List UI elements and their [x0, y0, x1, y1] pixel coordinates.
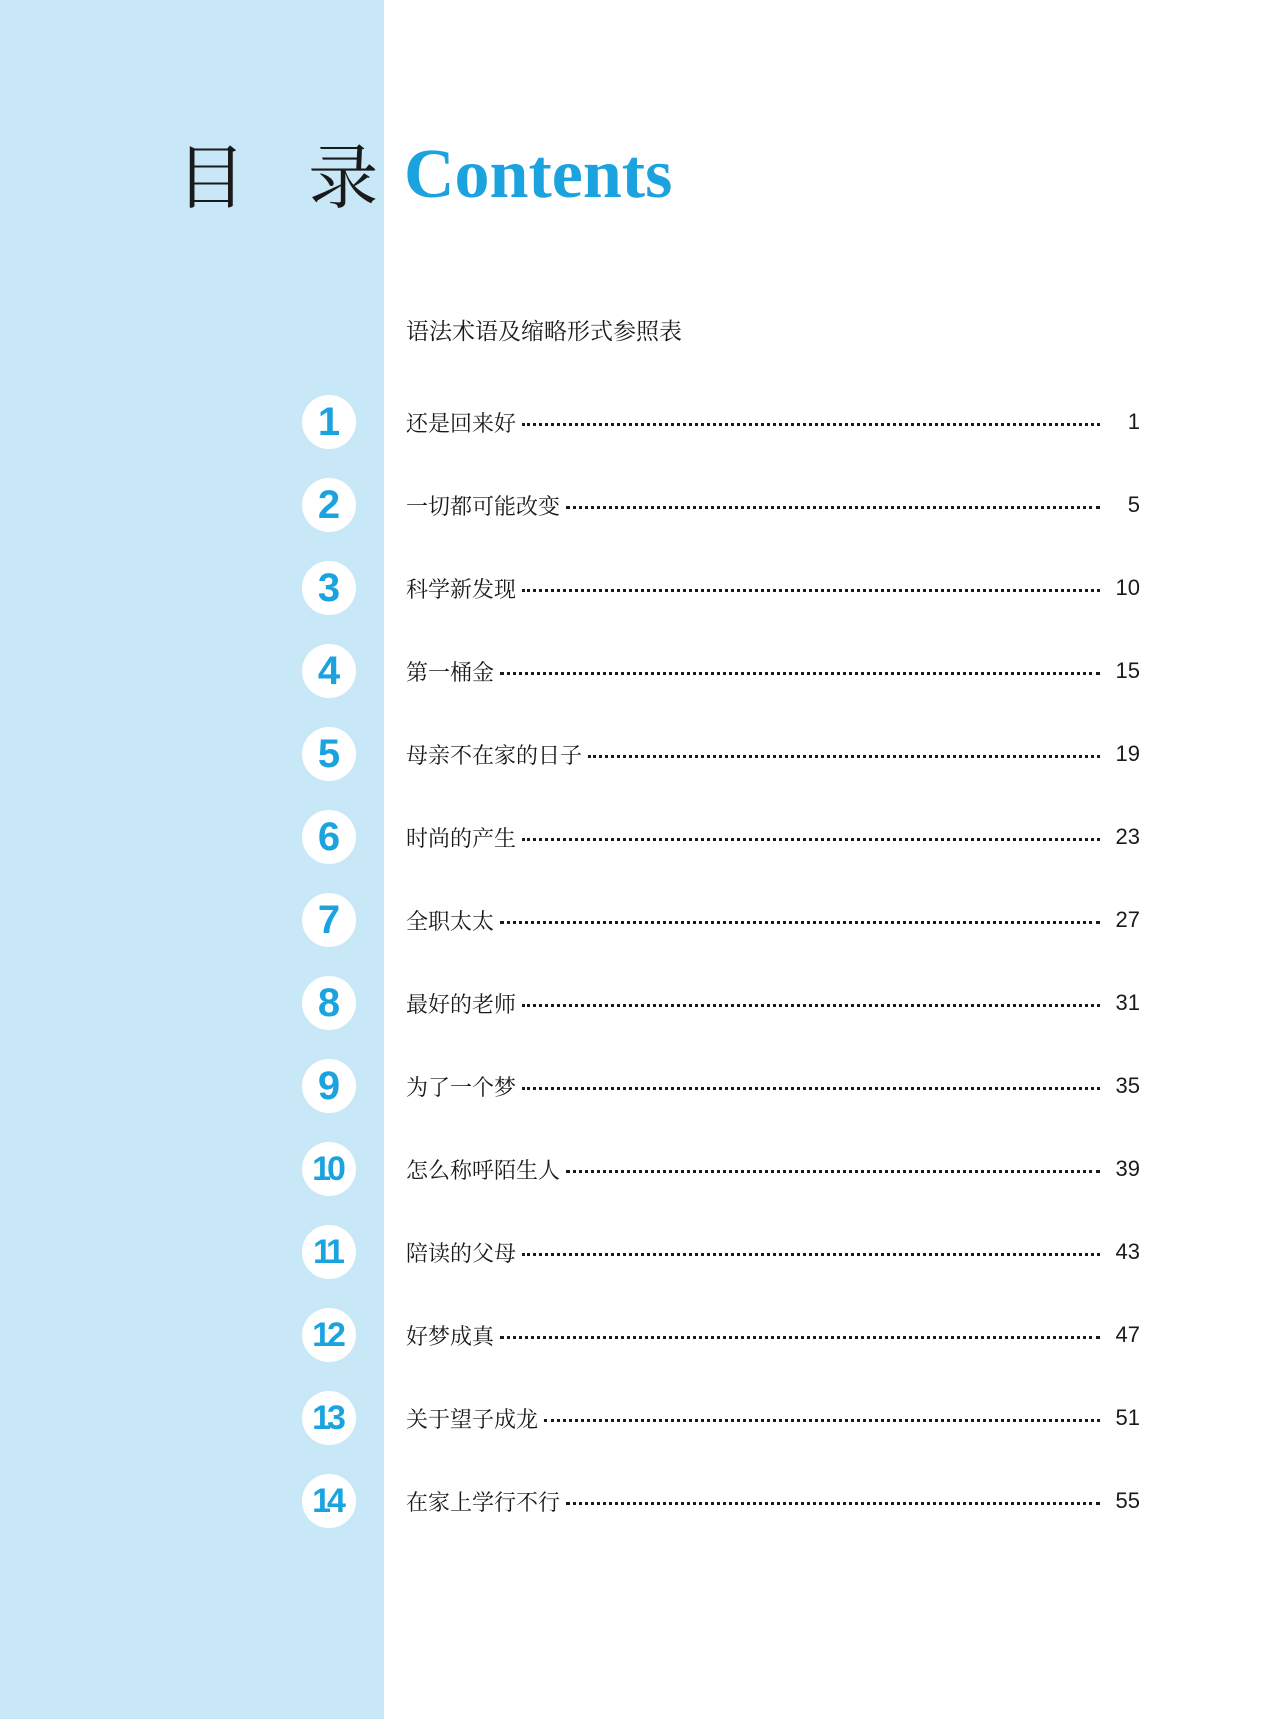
chapter-title: 科学新发现: [406, 577, 517, 603]
chapter-number-badge: 4: [302, 644, 356, 698]
toc-item-3[interactable]: [0, 561, 1276, 617]
toc-entry-line: [406, 405, 1140, 439]
dot-leader: [522, 1004, 1100, 1007]
dot-leader: [566, 1170, 1100, 1173]
dot-leader: [500, 921, 1100, 924]
toc-item-5[interactable]: [0, 727, 1276, 783]
toc-entry-line: [406, 1069, 1140, 1103]
toc-item-4[interactable]: [0, 644, 1276, 700]
chapter-title: 时尚的产生: [406, 826, 517, 852]
chapter-title: 最好的老师: [406, 992, 517, 1018]
toc-item-12[interactable]: [0, 1308, 1276, 1364]
page-number: 1: [1127, 409, 1140, 434]
dot-leader: [500, 672, 1100, 675]
toc-entry-line: [406, 820, 1140, 854]
toc-entry-line: [406, 737, 1140, 771]
toc-item-13[interactable]: [0, 1391, 1276, 1447]
page-number: 23: [1115, 824, 1140, 849]
toc-entry-line: [406, 1235, 1140, 1269]
page-number: 19: [1115, 741, 1140, 766]
chapter-title: 一切都可能改变: [406, 494, 561, 520]
toc-item-6[interactable]: [0, 810, 1276, 866]
chapter-title: 在家上学行不行: [406, 1490, 561, 1516]
chapter-number-badge: 9: [302, 1059, 356, 1113]
toc-entry-line: [406, 986, 1140, 1020]
chapter-title: 怎么称呼陌生人: [406, 1158, 561, 1184]
toc-item-7[interactable]: [0, 893, 1276, 949]
chapter-number-badge: 11: [302, 1225, 356, 1279]
toc-entry-line: [406, 571, 1140, 605]
chapter-number-badge: 5: [302, 727, 356, 781]
page-number: 31: [1115, 990, 1140, 1015]
chapter-number-badge: 3: [302, 561, 356, 615]
toc-item-2[interactable]: [0, 478, 1276, 534]
chapter-number-badge: 14: [302, 1474, 356, 1528]
toc-item-11[interactable]: [0, 1225, 1276, 1281]
chapter-number-badge: 2: [302, 478, 356, 532]
page-number: 10: [1115, 575, 1140, 600]
dot-leader: [522, 1253, 1100, 1256]
dot-leader: [544, 1419, 1100, 1422]
toc-entry-line: [406, 903, 1140, 937]
chapter-title: 陪读的父母: [406, 1241, 517, 1267]
page-number: 39: [1115, 1156, 1140, 1181]
toc-item-1[interactable]: [0, 395, 1276, 451]
dot-leader: [588, 755, 1100, 758]
chapter-number-badge: 6: [302, 810, 356, 864]
page-title-english: Contents: [404, 136, 673, 213]
chapter-title: 第一桶金: [406, 660, 495, 686]
page-number: 43: [1115, 1239, 1140, 1264]
toc-entry-line: [406, 488, 1140, 522]
page-number: 51: [1115, 1405, 1140, 1430]
toc-item-8[interactable]: [0, 976, 1276, 1032]
toc-entry-line: [406, 654, 1140, 688]
toc-item-14[interactable]: [0, 1474, 1276, 1530]
chapter-title: 好梦成真: [406, 1324, 495, 1350]
chapter-number-badge: 12: [302, 1308, 356, 1362]
chapter-number-badge: 7: [302, 893, 356, 947]
chapter-title: 全职太太: [406, 909, 495, 935]
chapter-title: 母亲不在家的日子: [406, 743, 583, 769]
dot-leader: [566, 506, 1100, 509]
toc-item-9[interactable]: [0, 1059, 1276, 1115]
page-number: 15: [1115, 658, 1140, 683]
dot-leader: [522, 589, 1100, 592]
toc-entry-line: [406, 1401, 1140, 1435]
reference-table-link[interactable]: 语法术语及缩略形式参照表: [406, 319, 682, 345]
chapter-number-badge: 13: [302, 1391, 356, 1445]
dot-leader: [500, 1336, 1100, 1339]
page-number: 47: [1115, 1322, 1140, 1347]
chapter-number-badge: 10: [302, 1142, 356, 1196]
toc-entry-line: [406, 1152, 1140, 1186]
dot-leader: [522, 423, 1100, 426]
chapter-title: 关于望子成龙: [406, 1407, 539, 1433]
page-number: 55: [1115, 1488, 1140, 1513]
chapter-number-badge: 8: [302, 976, 356, 1030]
page-number: 35: [1115, 1073, 1140, 1098]
chapter-title: 还是回来好: [406, 411, 517, 437]
toc-item-10[interactable]: [0, 1142, 1276, 1198]
page-number: 27: [1115, 907, 1140, 932]
page-number: 5: [1127, 492, 1140, 517]
dot-leader: [522, 838, 1100, 841]
toc-entry-line: [406, 1318, 1140, 1352]
page-title-chinese: 目 录: [176, 137, 399, 219]
dot-leader: [566, 1502, 1100, 1505]
chapter-number-badge: 1: [302, 395, 356, 449]
chapter-title: 为了一个梦: [406, 1075, 517, 1101]
toc-entry-line: [406, 1484, 1140, 1518]
dot-leader: [522, 1087, 1100, 1090]
